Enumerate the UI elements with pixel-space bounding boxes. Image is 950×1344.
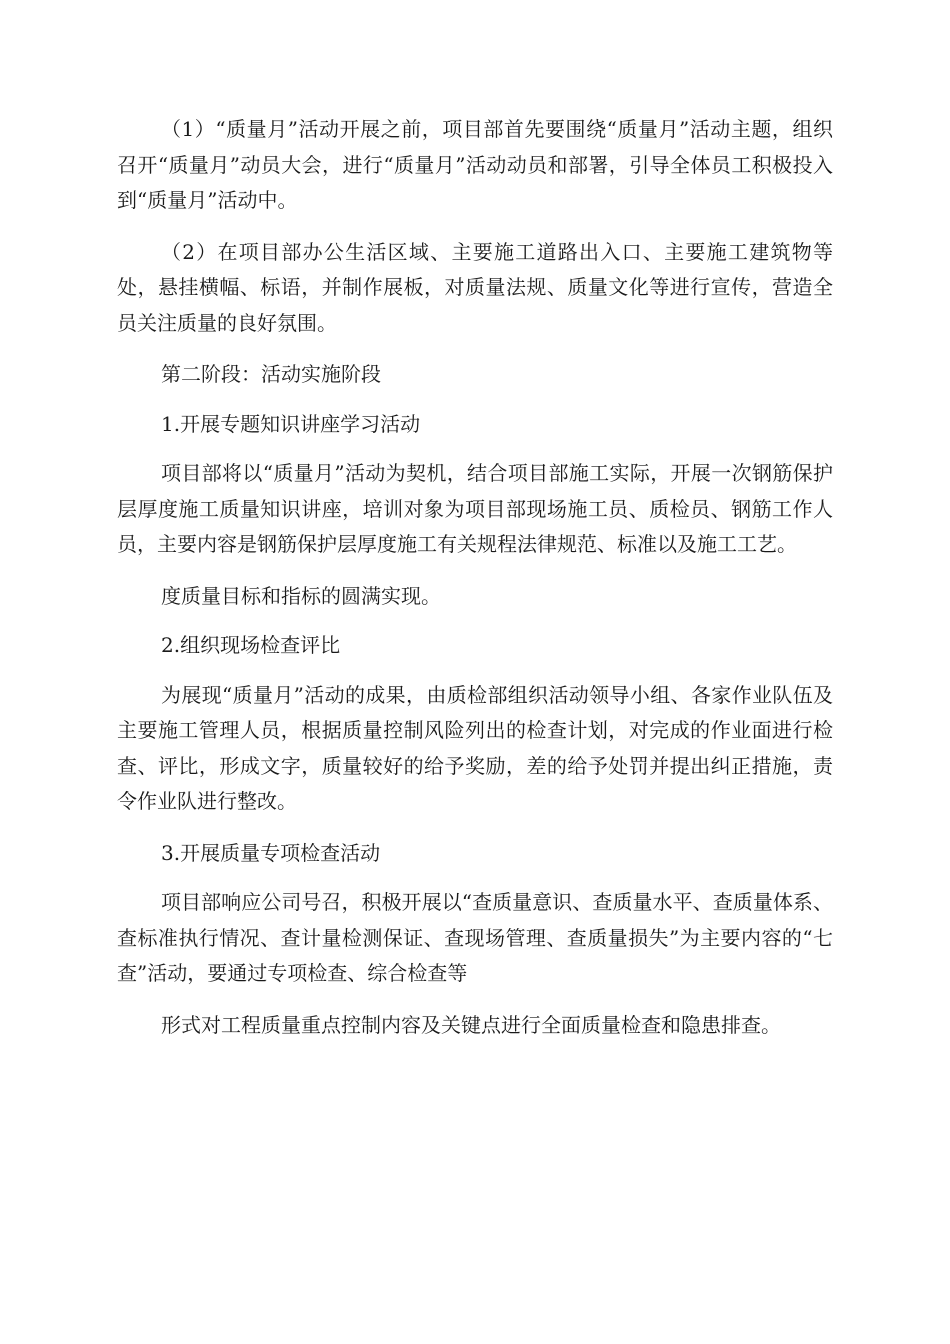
subheading-special-inspection: 3.开展质量专项检查活动 bbox=[161, 840, 381, 865]
paragraph-fragment: 度质量目标和指标的圆满实现。 bbox=[161, 583, 441, 608]
paragraph-inspection: 为展现“质量月”活动的成果，由质检部组织活动领导小组、各家作业队伍及主要施工管理人员，根据质量控制风险列出的检查计划，对完成的作业面进行检查、评比，形成文字，质量较好的给予奖励，差的给予处罚并提出纠正措施，责令作业队进行整改。 bbox=[117, 682, 833, 813]
section-heading-stage-two: 第二阶段：活动实施阶段 bbox=[161, 362, 381, 386]
subheading-site-inspection: 2.组织现场检查评比 bbox=[161, 633, 341, 657]
paragraph-inspection-form: 形式对工程质量重点控制内容及关键点进行全面质量检查和隐患排查。 bbox=[161, 1012, 781, 1037]
paragraph-lecture: 项目部将以“质量月”活动为契机，结合项目部施工实际，开展一次钢筋保护层厚度施工质量知识讲座，培训对象为项目部现场施工员、质检员、钢筋工作人员，主要内容是钢筋保护层厚度施工有关规程法律规范、标准以及施工工艺。 bbox=[117, 461, 833, 556]
document-body bbox=[117, 112, 833, 1059]
paragraph-seven-checks: 项目部响应公司号召，积极开展以“查质量意识、查质量水平、查质量体系、查标准执行情况、查计量检测保证、查现场管理、查质量损失”为主要内容的“七查”活动，要通过专项检查、综合检查等 bbox=[117, 890, 833, 985]
subheading-lecture-activity: 1.开展专题知识讲座学习活动 bbox=[161, 411, 421, 436]
paragraph-2: （2）在项目部办公生活区域、主要施工道路出入口、主要施工建筑物等处，悬挂横幅、标语，并制作展板，对质量法规、质量文化等进行宣传，营造全员关注质量的良好氛围。 bbox=[117, 239, 833, 335]
paragraph-1: （1）“质量月”活动开展之前，项目部首先要围绕“质量月”活动主题，组织召开“质量月”动员大会，进行“质量月”活动动员和部署，引导全体员工积极投入到“质量月”活动中。 bbox=[117, 117, 833, 212]
